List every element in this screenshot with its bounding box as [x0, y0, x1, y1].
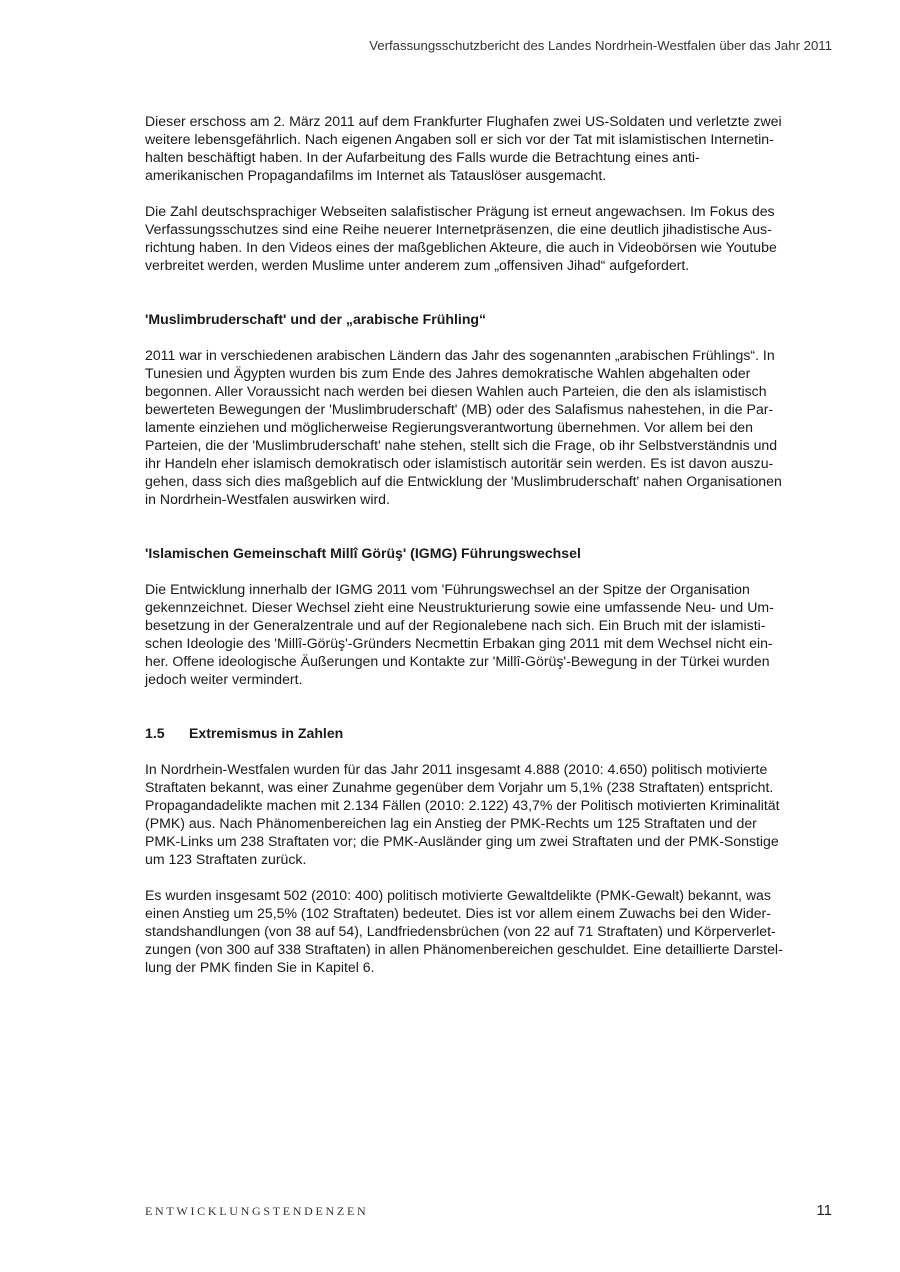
running-footer-section: ENTWICKLUNGSTENDENZEN — [145, 1204, 369, 1218]
paragraph-2: Die Zahl deutschsprachiger Webseiten salafistischer Prägung ist erneut angewachsen. Im Fokus des Verfassungsschutzes sind eine Reihe neuerer Internetpräsenzen, die eine deutlich jihadistische Aus- richtung haben. In den Videos eines der maßgeblichen Akteure, die auch in Videobörsen wie Youtube verbreitet werden, werden Muslime unter anderem zum „offensiven Jihad“ aufgefordert. — [145, 203, 777, 273]
chapter-title: Extremismus in Zahlen — [189, 725, 344, 741]
paragraph-3: 2011 war in verschiedenen arabischen Ländern das Jahr des sogenannten „arabischen Frühlings“. In Tunesien und Ägypten wurden bis zum Ende des Jahres demokratische Wahlen abgehalten oder begonnen. Aller Voraussicht nach werden bei diesen Wahlen auch Parteien, die den als islamistisch bewerteten Bewegungen der 'Muslimbruderschaft' (MB) oder des Salafismus nahestehen, in die Par- lamente einziehen und möglicherweise Regierungsverantwortung übernehmen. Vor allem bei den Parteien, die der 'Muslimbruderschaft' nahe stehen, stellt sich die Frage, ob ihr Selbstverständnis und ihr Handeln eher islamisch demokratisch oder islamistisch autoritär sein werden. Es ist davon auszu- gehen, dass sich dies maßgeblich auf die Entwicklung der 'Muslimbruderschaft' nahen Organisationen in Nordrhein-Westfalen auswirken wird. — [145, 347, 782, 507]
section-heading-muslimbruderschaft: 'Muslimbruderschaft' und der „arabische Frühling“ — [145, 311, 487, 327]
section-heading-igmg: 'Islamischen Gemeinschaft Millî Görüş' (IGMG) Führungswechsel — [145, 545, 581, 561]
page-number: 11 — [816, 1202, 832, 1219]
paragraph-1: Dieser erschoss am 2. März 2011 auf dem Frankfurter Flughafen zwei US-Soldaten und verletzte zwei weitere lebensgefährlich. Nach eigenen Angaben soll er sich vor der Tat mit islamistischen Internetin- halten beschäftigt haben. In der Aufarbeitung des Falls wurde die Betrachtung eines anti- amerikanischen Propagandafilms im Internet als Tatauslöser ausgemacht. — [145, 113, 782, 183]
paragraph-5: In Nordrhein-Westfalen wurden für das Jahr 2011 insgesamt 4.888 (2010: 4.650) politisch motivierte Straftaten bekannt, was einer Zunahme gegenüber dem Vorjahr um 5,1% (238 Straftaten) entspricht. Propagandadelikte machen mit 2.134 Fällen (2010: 2.122) 43,7% der Politisch motivierten Kriminalität (PMK) aus. Nach Phänomenbereichen lag ein Anstieg der PMK-Rechts um 125 Straftaten und der PMK-Links um 238 Straftaten vor; die PMK-Ausländer ging um zwei Straftaten und der PMK-Sonstige um 123 Straftaten zurück. — [145, 761, 780, 867]
paragraph-6: Es wurden insgesamt 502 (2010: 400) politisch motivierte Gewaltdelikte (PMK-Gewalt) bekannt, was einen Anstieg um 25,5% (102 Straftaten) bedeutet. Dies ist vor allem einem Zuwachs bei den Wider- standshandlungen (von 38 auf 54), Landfriedensbrüchen (von 22 auf 71 Straftaten) und Körperverlet- zungen (von 300 auf 338 Straftaten) in allen Phänomenbereichen geschuldet. Eine detaillierte Darstel- lung der PMK finden Sie in Kapitel 6. — [145, 887, 783, 975]
chapter-number: 1.5 — [145, 725, 165, 741]
chapter-heading-extremismus — [145, 724, 835, 742]
main-content — [145, 112, 835, 976]
running-header: Verfassungsschutzbericht des Landes Nordrhein-Westfalen über das Jahr 2011 — [369, 38, 832, 53]
paragraph-4: Die Entwicklung innerhalb der IGMG 2011 vom 'Führungswechsel an der Spitze der Organisation gekennzeichnet. Dieser Wechsel zieht eine Neustrukturierung sowie eine umfassende Neu- und Um- besetzung in der Generalzentrale und auf der Regionalebene nach sich. Ein Bruch mit der islamisti- schen Ideologie des 'Millî-Görüş'-Gründers Necmettin Erbakan ging 2011 mit dem Wechsel nicht ein- her. Offene ideologische Äußerungen und Kontakte zur 'Millî-Görüş'-Bewegung in der Türkei wurden jedoch weiter vermindert. — [145, 581, 774, 687]
